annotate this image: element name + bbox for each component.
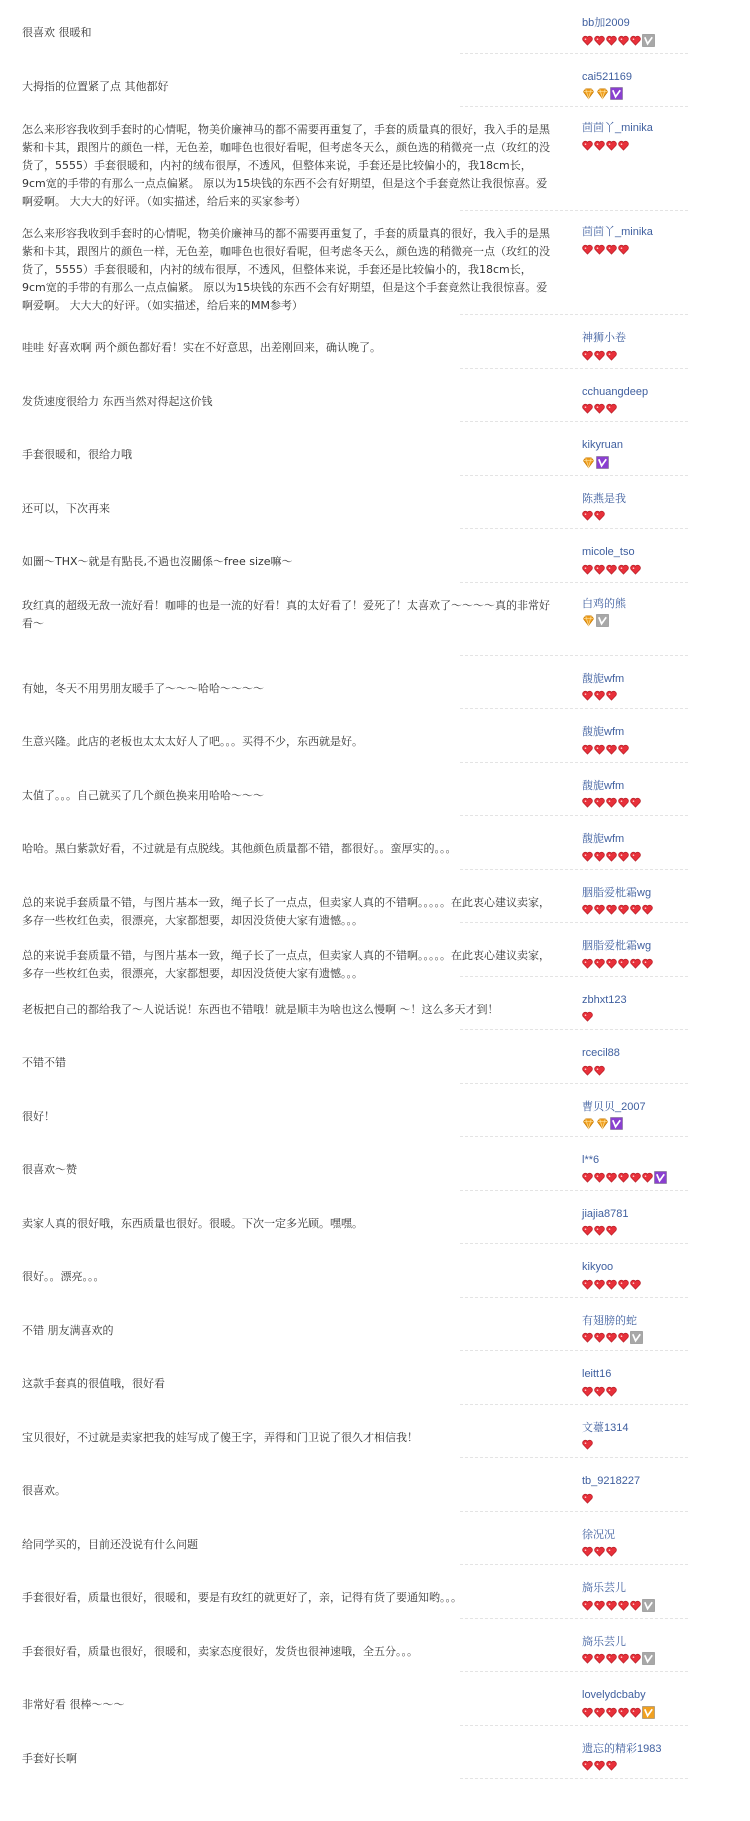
credit-rating [582,33,702,47]
credit-rating [582,509,702,523]
credit-rating [582,689,702,703]
heart-icon [594,1065,605,1076]
reviewer-info [582,672,702,703]
review-row [0,923,750,980]
review-row [0,816,750,870]
review-comment: 非常好看 很棒～～～ [22,1698,125,1711]
heart-icon [594,1653,605,1664]
review-comment: 不错 朋友满喜欢的 [22,1323,114,1337]
reviewer-name-link[interactable]: 馥旎wfm [582,672,625,685]
credit-rating [582,742,702,756]
review-row [0,656,750,710]
review-row [0,107,750,211]
reviewer-name-link[interactable]: micole_tso [582,546,635,558]
review-comment: 手套好长啊 [22,1751,77,1765]
review-comment: 宝贝很好，不过就是卖家把我的娃写成了傻王字，弄得和门卫说了很久才相信我！ [22,1430,418,1444]
reviewer-name-link[interactable]: kikyoo [582,1261,614,1273]
reviewer-name-link[interactable]: cai521169 [582,70,632,83]
reviewer-info [582,993,702,1024]
credit-rating [582,348,702,362]
credit-rating [582,1705,702,1719]
vip-badge-icon [642,1652,655,1665]
review-comment: 很喜欢～赞 [22,1163,77,1176]
heart-icon [606,1386,617,1397]
heart-icon [582,244,593,255]
heart-icon [594,1546,605,1557]
credit-rating [582,1224,702,1238]
heart-icon [606,140,617,151]
review-row [0,1191,750,1245]
credit-rating [582,87,702,101]
heart-icon [618,140,629,151]
reviewer-info [582,1474,702,1505]
heart-icon [630,564,641,575]
credit-rating [582,1384,702,1398]
heart-icon [594,1707,605,1718]
heart-icon [618,958,629,969]
heart-icon [594,1760,605,1771]
review-comment: 很好！ [22,1109,55,1123]
heart-icon [594,350,605,361]
vip-badge-icon [610,87,623,100]
heart-icon [594,1279,605,1290]
review-comment: 怎么来形容我收到手套时的心情呢，物美价廉神马的都不需要再重复了，手套的质量真的很好，我入手的是黑紫和卡其，跟图片的颜色一样，无色差，咖啡色也很好看呢，但考虑冬天么，颜色选的稍微亮一点（玫红的没货了，5555）手套很暖和，内衬的绒布很厚，不透风，但整体来说，手套还是比较偏小的，我18cm长，9cm宽的手带的有那么一点点偏紧。 原以为15块钱的东西不会有好期望，但是这个手套竟然让我很惊喜。爱啊爱啊。 大大大的好评。（如实描述，给后来的MM参考） [22,227,550,312]
reviewer-name-link[interactable]: cchuangdeep [582,385,649,398]
heart-icon [630,1279,641,1290]
credit-rating [582,242,702,256]
heart-icon [606,958,617,969]
heart-icon [642,904,653,915]
review-row [0,1726,750,1780]
vip-badge-icon [642,1706,655,1719]
review-row [0,422,750,476]
review-comment: 发货速度很给力 东西当然对得起这价钱 [22,394,213,408]
review-comment: 怎么来形容我收到手套时的心情呢，物美价廉神马的都不需要再重复了，手套的质量真的很好，我入手的是黑紫和卡其，跟图片的颜色一样，无色差，咖啡色也很好看呢，但考虑冬天么，颜色选的稍微亮一点（玫红的没货了，5555）手套很暖和，内衬的绒布很厚，不透风，但整体来说，手套还是比较偏小的，我18cm长，9cm宽的手带的有那么一点点偏紧。 原以为15块钱的东西不会有好期望，但是这个手套竟然让我很惊喜。爱啊爱啊。 大大大的好评。（如实描述，给后来的买家参考） [22,123,550,208]
heart-icon [594,797,605,808]
heart-icon [618,851,629,862]
credit-rating [582,402,702,416]
credit-rating [582,903,702,917]
credit-rating [582,1063,702,1077]
heart-icon [582,1225,593,1236]
reviewer-name-link[interactable]: 陈燕是我 [582,492,626,505]
diamond-icon [582,87,595,100]
heart-icon [594,564,605,575]
heart-icon [618,1600,629,1611]
reviewer-info [582,1367,702,1398]
credit-rating [582,138,702,152]
credit-rating [582,1117,702,1131]
reviewer-info [582,121,702,152]
heart-icon [594,904,605,915]
heart-icon [606,35,617,46]
review-row [0,1619,750,1673]
heart-icon [594,851,605,862]
reviewer-info [582,1528,702,1559]
review-row [0,1137,750,1191]
heart-icon [606,1172,617,1183]
heart-icon [618,244,629,255]
reviewer-name-link[interactable]: 神狮小卷 [582,332,626,344]
heart-icon [594,1332,605,1343]
diamond-icon [582,1117,595,1130]
review-row [0,1030,750,1084]
heart-icon [642,1172,653,1183]
heart-icon [642,958,653,969]
reviewer-name-link[interactable]: leitt16 [582,1368,612,1380]
reviewer-info [582,16,702,47]
heart-icon [618,744,629,755]
review-comment: 哇哇 好喜欢啊 两个颜色都好看！实在不好意思，出差刚回来，确认晚了。 [22,341,381,354]
review-comment: 手套很好看，质量也很好，很暖和，要是有玫红的就更好了，亲，记得有货了要通知哟。。。 [22,1591,462,1604]
credit-rating [582,849,702,863]
reviewer-info [582,1153,702,1184]
reviewer-name-link[interactable]: 馥旎wfm [582,779,625,792]
heart-icon [582,1439,593,1450]
review-comment: 老板把自己的都给我了～人说话说！东西也不错哦！就是顺丰为啥也这么慢啊 ～！这么多天才到！ [22,1002,499,1016]
vip-badge-icon [610,1117,623,1130]
heart-icon [630,35,641,46]
heart-icon [582,1546,593,1557]
heart-icon [606,797,617,808]
reviewer-info [582,331,702,362]
credit-rating [582,1652,702,1666]
diamond-icon [582,614,595,627]
heart-icon [582,35,593,46]
heart-icon [582,958,593,969]
reviewer-info [582,1688,702,1719]
heart-icon [630,1172,641,1183]
diamond-icon [596,87,609,100]
heart-icon [582,140,593,151]
review-comment: 手套很好看，质量也很好，很暖和，卖家态度很好，发货也很神速哦，全五分。。。 [22,1644,418,1658]
reviewer-name-link[interactable]: jiajia8781 [582,1207,629,1220]
review-comment: 哈哈。黑白紫款好看，不过就是有点脱线。其他颜色质量都不错，都很好。。蛮厚实的。。。 [22,842,457,855]
reviewer-name-link[interactable]: 旖乐芸儿 [582,1635,626,1648]
review-comment: 给同学买的，目前还没说有什么问题 [22,1537,198,1551]
heart-icon [594,958,605,969]
heart-icon [582,1760,593,1771]
heart-icon [618,1707,629,1718]
review-row [0,0,750,54]
heart-icon [594,510,605,521]
reviewer-name-link[interactable]: 遗忘的精彩1983 [582,1742,662,1755]
heart-icon [582,1172,593,1183]
reviewer-name-link[interactable]: 旖乐芸儿 [582,1582,626,1594]
heart-icon [582,1386,593,1397]
reviewer-name-link[interactable]: 有翅膀的蛇 [582,1314,637,1327]
reviewer-info [582,1207,702,1238]
reviewer-name-link[interactable]: 徐况况 [582,1528,615,1541]
heart-icon [606,1600,617,1611]
review-row [0,763,750,817]
reviewer-name-link[interactable]: 白鸡的熊 [582,597,626,610]
review-row [0,211,750,315]
reviewer-info [582,1635,702,1666]
credit-rating [582,796,702,810]
reviewer-info [582,597,702,628]
reviewer-info [582,1046,702,1077]
heart-icon [582,1332,593,1343]
reviewer-name-link[interactable]: rcecil88 [582,1047,620,1059]
vip-badge-icon [596,456,609,469]
reviewer-name-link[interactable]: 馥旎wfm [582,833,625,845]
reviewer-name-link[interactable]: lovelydcbaby [582,1689,646,1701]
reviewer-info [582,886,702,917]
heart-icon [582,1707,593,1718]
reviewer-name-link[interactable]: 茴茴丫_minika [582,226,653,238]
reviewer-name-link[interactable]: tb_9218227 [582,1475,641,1487]
reviewer-info [582,492,702,523]
review-comment: 有她，冬天不用男朋友暖手了～～～哈哈～～～～ [22,681,264,695]
review-comment: 如圖～THX～就是有點長,不過也沒關係～free size嘛～ [22,555,293,568]
reviewer-name-link[interactable]: 文薹1314 [582,1421,629,1434]
vip-badge-icon [642,34,655,47]
heart-icon [630,958,641,969]
heart-icon [582,904,593,915]
heart-icon [594,1600,605,1611]
heart-icon [582,690,593,701]
credit-rating [582,614,702,628]
reviewer-info [582,832,702,863]
heart-icon [594,690,605,701]
heart-icon [630,1600,641,1611]
heart-icon [606,564,617,575]
heart-icon [582,1493,593,1504]
review-row [0,870,750,927]
heart-icon [606,350,617,361]
credit-rating [582,1331,702,1345]
review-row [0,315,750,369]
reviewer-name-link[interactable]: 馥旎wfm [582,726,625,738]
heart-icon [618,564,629,575]
reviewer-name-link[interactable]: zbhxt123 [582,993,627,1006]
heart-icon [618,1332,629,1343]
heart-icon [582,1653,593,1664]
vip-badge-icon [654,1171,667,1184]
heart-icon [606,1546,617,1557]
reviewer-info [582,70,702,101]
heart-icon [618,904,629,915]
heart-icon [582,744,593,755]
heart-icon [582,564,593,575]
reviewer-name-link[interactable]: 胭脂爱枇霜wg [582,940,652,952]
heart-icon [582,510,593,521]
heart-icon [594,744,605,755]
review-row [0,1244,750,1298]
heart-icon [618,1653,629,1664]
review-comment: 玫红真的超级无敌一流好看！咖啡的也是一流的好看！真的太好看了！爱死了！太喜欢了～～～～真的非常好看～ [22,598,550,630]
heart-icon [606,1225,617,1236]
heart-icon [630,851,641,862]
heart-icon [582,1011,593,1022]
reviewer-info [582,939,702,970]
reviewer-info [582,225,702,256]
heart-icon [606,1707,617,1718]
heart-icon [594,1225,605,1236]
vip-badge-icon [642,1599,655,1612]
heart-icon [618,1279,629,1290]
reviewer-info [582,1421,702,1452]
heart-icon [594,1172,605,1183]
heart-icon [606,851,617,862]
review-row [0,1298,750,1352]
credit-rating [582,1491,702,1505]
reviewer-info [582,1581,702,1612]
heart-icon [582,797,593,808]
heart-icon [582,851,593,862]
heart-icon [630,1653,641,1664]
reviewer-info [582,1260,702,1291]
review-comment: 还可以，下次再来 [22,501,110,515]
heart-icon [606,244,617,255]
reviewer-info [582,1100,702,1131]
credit-rating [582,1277,702,1291]
review-comment: 很喜欢 很暖和 [22,26,92,39]
reviewer-info [582,779,702,810]
review-comment: 太值了。。。自己就买了几个颜色换来用哈哈～～～ [22,788,264,802]
review-row [0,1672,750,1726]
heart-icon [594,35,605,46]
review-row [0,583,750,656]
reviewer-name-link[interactable]: bb加2009 [582,17,630,29]
credit-rating [582,1759,702,1773]
heart-icon [606,690,617,701]
heart-icon [594,244,605,255]
heart-icon [582,403,593,414]
credit-rating [582,1545,702,1559]
heart-icon [582,350,593,361]
review-comment: 总的来说手套质量不错，与图片基本一致，绳子长了一点点，但卖家人真的不错啊。。。。。在此衷心建议卖家，多存一些枚红色卖，很漂亮，大家都想要，却因没货使大家有遗憾。。。 [22,949,550,980]
reviewer-name-link[interactable]: kikyruan [582,439,623,451]
review-row [0,1405,750,1459]
heart-icon [630,797,641,808]
heart-icon [618,35,629,46]
diamond-icon [596,1117,609,1130]
reviewer-name-link[interactable]: 曹贝贝_2007 [582,1100,646,1113]
heart-icon [630,1707,641,1718]
reviewer-info [582,725,702,756]
heart-icon [594,403,605,414]
review-row [0,1565,750,1619]
review-comment: 手套很暖和，很给力哦 [22,448,132,461]
heart-icon [606,1760,617,1771]
heart-icon [618,797,629,808]
review-row [0,1512,750,1566]
credit-rating [582,1438,702,1452]
reviewer-info [582,438,702,469]
review-row [0,369,750,423]
review-row [0,1351,750,1405]
credit-rating [582,562,702,576]
credit-rating [582,455,702,469]
review-row [0,977,750,1031]
review-row [0,529,750,583]
review-comment: 生意兴隆。此店的老板也太太太好人了吧。。。买得不少，东西就是好。 [22,735,363,748]
reviewer-info [582,1742,702,1773]
heart-icon [582,1065,593,1076]
heart-icon [582,1600,593,1611]
review-comment: 很好。。漂亮。。。 [22,1270,105,1283]
reviewer-name-link[interactable]: l**6 [582,1154,600,1166]
heart-icon [606,1653,617,1664]
review-comment: 很喜欢。 [22,1484,66,1497]
review-comment: 这款手套真的很值哦，很好看 [22,1377,165,1390]
review-comment: 卖家人真的很好哦，东西质量也很好。很暖。下次一定多光顾。嘿嘿。 [22,1216,363,1230]
review-comment: 不错不错 [22,1056,66,1069]
review-row [0,709,750,763]
heart-icon [618,1172,629,1183]
diamond-icon [582,456,595,469]
heart-icon [594,1386,605,1397]
heart-icon [606,1332,617,1343]
credit-rating [582,956,702,970]
reviewer-name-link[interactable]: 胭脂爱枇霜wg [582,886,652,899]
review-comment: 总的来说手套质量不错，与图片基本一致，绳子长了一点点，但卖家人真的不错啊。。。。。在此衷心建议卖家，多存一些枚红色卖，很漂亮，大家都想要，却因没货使大家有遗憾。。。 [22,895,550,927]
reviewer-info [582,1314,702,1345]
heart-icon [594,140,605,151]
heart-icon [606,1279,617,1290]
reviewer-name-link[interactable]: 茴茴丫_minika [582,122,653,134]
credit-rating [582,1598,702,1612]
vip-badge-icon [630,1331,643,1344]
heart-icon [606,904,617,915]
credit-rating [582,1010,702,1024]
heart-icon [630,904,641,915]
credit-rating [582,1170,702,1184]
review-comment: 大拇指的位置紧了点 其他都好 [22,79,169,93]
review-row [0,1084,750,1138]
reviewer-info [582,545,702,576]
review-row [0,1458,750,1512]
heart-icon [582,1279,593,1290]
review-row [0,54,750,108]
review-row [0,476,750,530]
heart-icon [606,403,617,414]
heart-icon [606,744,617,755]
reviewer-info [582,385,702,416]
vip-badge-icon [596,614,609,627]
